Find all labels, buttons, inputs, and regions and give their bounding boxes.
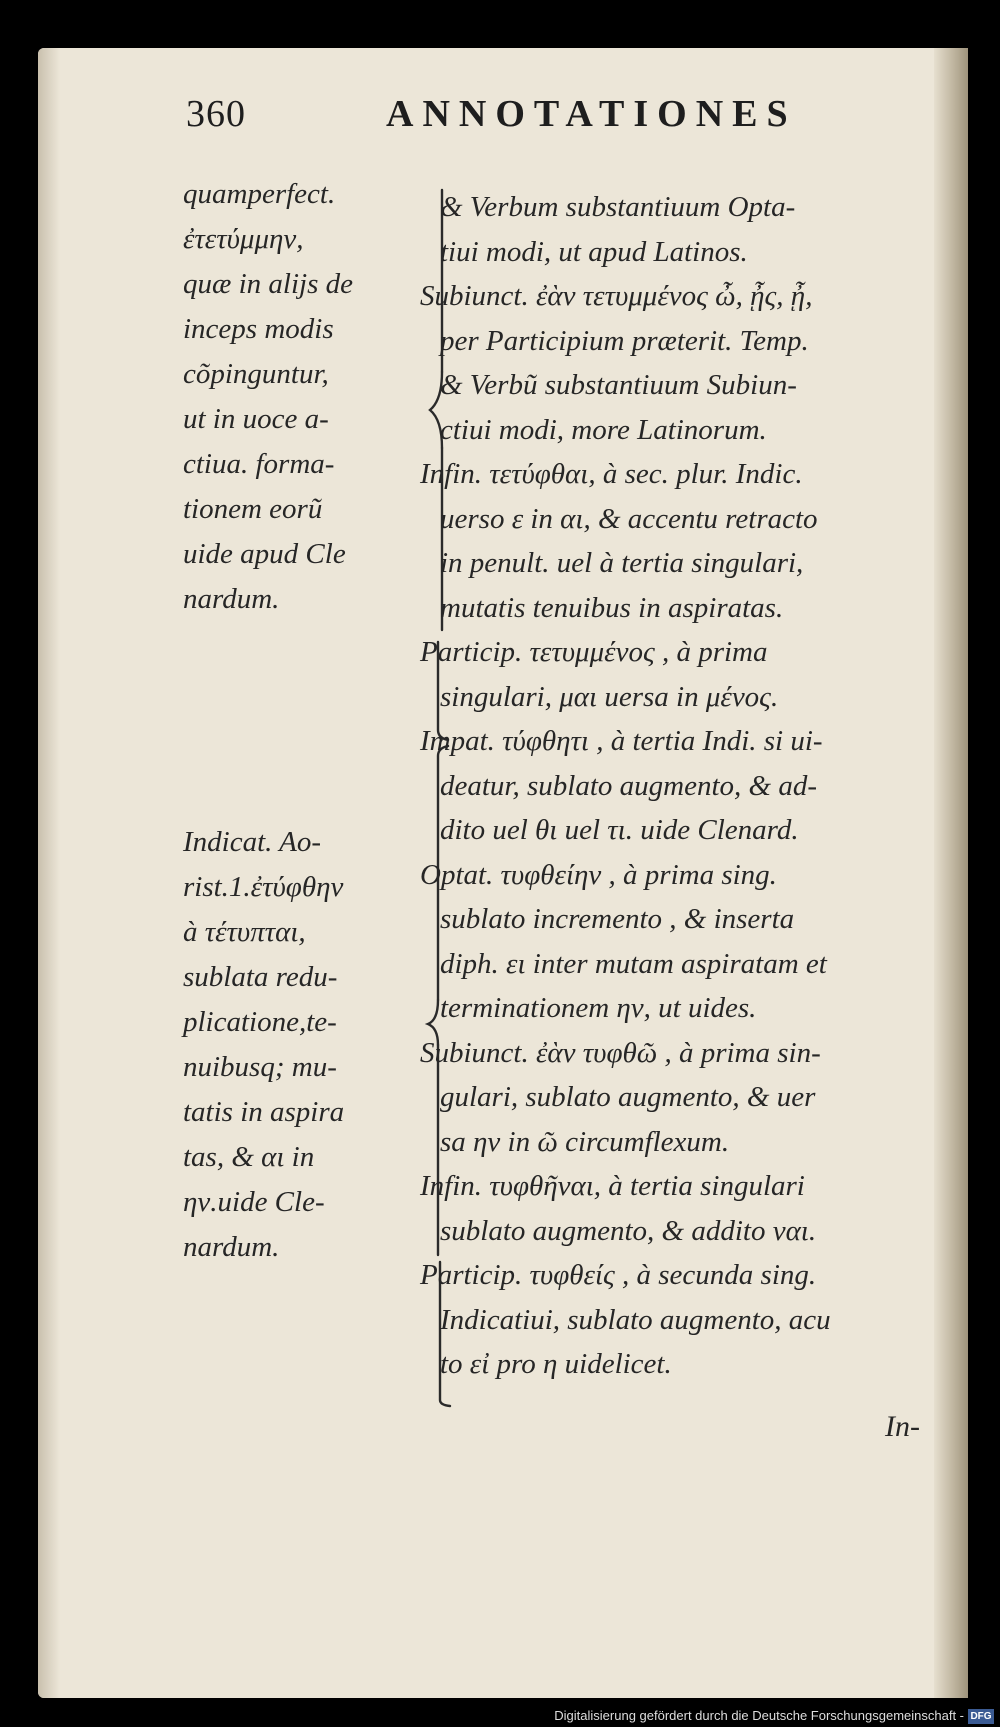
right-line: in penult. uel à tertia singulari, <box>440 547 804 579</box>
left-line: tas, & αι in <box>183 1141 315 1173</box>
right-line: diph. ει inter mutam aspiratam et <box>440 947 827 980</box>
left-line: tatis in aspira <box>183 1096 345 1128</box>
right-line: Optat. τυφθείην , à prima sing. <box>420 858 777 891</box>
footer-credit: Digitalisierung gefördert durch die Deutsche Forschungsgemeinschaft - <box>554 1708 964 1723</box>
left-line: Indicat. Ao- <box>183 826 321 858</box>
right-line: sa ην in ῶ circumflexum. <box>440 1125 730 1158</box>
right-line: Particip. τετυμμένος , à prima <box>420 636 768 668</box>
footer-bar <box>0 1705 1000 1727</box>
left-line: nardum. <box>183 1231 280 1263</box>
signature-mark: In- <box>885 1410 920 1443</box>
right-line: terminationem ην, ut uides. <box>440 992 757 1024</box>
right-line: Infin. τυφθῆναι, à tertia singulari <box>420 1170 805 1202</box>
right-line: Particip. τυφθείς , à secunda sing. <box>420 1259 817 1291</box>
right-line: gulari, sublato augmento, & uer <box>440 1081 816 1113</box>
right-line: deatur, sublato augmento, & ad- <box>440 769 817 802</box>
right-line: & Verbum substantiuum Opta- <box>440 191 796 223</box>
right-line: per Participium præterit. Temp. <box>440 324 809 357</box>
right-line: mutatis tenuibus in aspiratas. <box>440 591 784 624</box>
right-line: & Verbũ substantiuum Subiun- <box>440 369 797 401</box>
running-title: ANNOTATIONES <box>386 93 797 135</box>
left-line: tionem eorũ <box>183 493 323 525</box>
left-line: cõpinguntur, <box>183 358 329 390</box>
right-line: Indicatiui, sublato augmento, acu <box>440 1303 831 1336</box>
right-line: Impat. τύφθητι , à tertia Indi. si ui- <box>420 725 823 757</box>
left-line: inceps modis <box>183 313 334 345</box>
left-line: quamperfect. <box>183 178 336 210</box>
left-line: à τέτυπται, <box>183 916 306 948</box>
page-number: 360 <box>186 93 246 135</box>
left-line: ἐτετύμμην, <box>183 223 304 255</box>
right-line: tiui modi, ut apud Latinos. <box>440 235 748 268</box>
right-line: Infin. τετύφθαι, à sec. plur. Indic. <box>420 458 803 490</box>
left-line: nardum. <box>183 583 280 615</box>
right-line: ctiui modi, more Latinorum. <box>440 413 767 446</box>
right-line: to εἰ pro η uidelicet. <box>440 1348 672 1380</box>
right-line: sublato augmento, & addito ναι. <box>440 1214 817 1247</box>
left-line: sublata redu- <box>183 961 338 993</box>
right-line: uerso ε in αι, & accentu retracto <box>440 502 818 535</box>
right-column <box>420 185 960 1387</box>
left-line: quæ in alijs de <box>183 268 353 300</box>
left-line: rist.1.ἐτύφθην <box>183 871 344 903</box>
left-line: ην.uide Cle- <box>183 1186 325 1218</box>
left-line: uide apud Cle <box>183 538 346 570</box>
right-line: sublato incremento , & inserta <box>440 903 795 935</box>
dfg-logo: DFG <box>968 1709 994 1724</box>
right-line: Subiunct. ἐὰν τετυμμένος ὦ, ᾖς, ᾖ, <box>420 280 813 312</box>
left-line: ut in uoce a- <box>183 403 329 435</box>
right-line: singulari, μαι uersa in μένος. <box>440 680 779 713</box>
left-line: nuibusq; mu- <box>183 1051 337 1083</box>
left-line: ctiua. forma- <box>183 448 335 480</box>
right-line: dito uel θι uel τι. uide Clenard. <box>440 814 799 846</box>
right-line: Subiunct. ἐὰν τυφθῶ , à prima sin- <box>420 1036 821 1069</box>
left-line: plicatione,te- <box>183 1006 337 1038</box>
